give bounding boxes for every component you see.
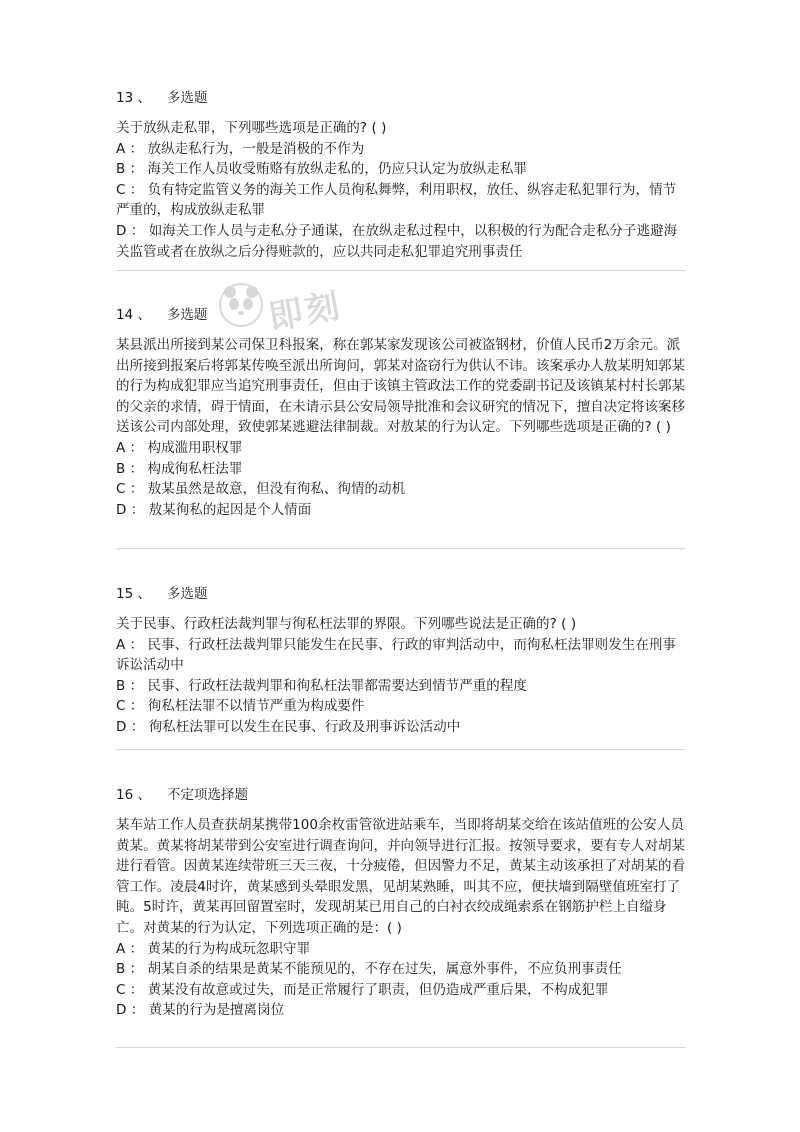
option-key: D ：: [116, 501, 145, 518]
option-text: 黄某没有故意或过失，而是正常履行了职责，但仍造成严重后果，不构成犯罪: [147, 981, 609, 998]
option-text: 如海关工作人员与走私分子通谋，在放纵走私过程中，以积极的行为配合走私分子逃避海关监管或者在放纵之后分得赃款的，应以共同走私犯罪追究刑事责任: [116, 222, 678, 260]
option-key: C ：: [116, 481, 144, 498]
option-b[interactable]: [116, 676, 686, 697]
option-b[interactable]: [116, 159, 686, 180]
option-key: D ：: [116, 222, 145, 239]
option-text: 黄某的行为是擅离岗位: [148, 1002, 285, 1019]
section-divider: [116, 1047, 685, 1048]
option-key: D ：: [116, 1002, 145, 1019]
option-text: 敖某徇私的起因是个人情面: [148, 501, 312, 518]
question-number: 13 、: [116, 90, 151, 106]
section-divider: [116, 548, 685, 549]
option-key: B ：: [116, 460, 144, 477]
option-b[interactable]: [116, 459, 686, 480]
question-14: [116, 305, 686, 520]
question-type: 多选题: [166, 90, 208, 106]
question-13: [116, 88, 686, 262]
option-text: 徇私枉法罪可以发生在民事、行政及刑事诉讼活动中: [148, 718, 461, 735]
option-key: B ：: [116, 161, 144, 178]
option-text: 徇私枉法罪不以情节严重为构成要件: [147, 698, 365, 715]
option-key: C ：: [116, 981, 144, 998]
section-divider: [116, 749, 685, 750]
question-header: [116, 305, 686, 325]
question-number: 15 、: [116, 586, 151, 602]
question-stem: 关于民事、行政枉法裁判罪与徇私枉法罪的界限。下列哪些说法是正确的? ( ): [116, 616, 577, 632]
option-d[interactable]: [116, 1000, 686, 1021]
option-a[interactable]: [116, 939, 686, 960]
question-number: 16 、: [116, 787, 151, 803]
option-c[interactable]: [116, 180, 686, 221]
question-number: 14 、: [116, 307, 151, 323]
question-type: 多选题: [166, 307, 208, 323]
option-key: B ：: [116, 961, 144, 978]
question-header: [116, 584, 686, 604]
option-text: 民事、行政枉法裁判罪和徇私枉法罪都需要达到情节严重的程度: [147, 677, 527, 694]
option-a[interactable]: [116, 635, 686, 676]
option-c[interactable]: [116, 696, 686, 717]
option-text: 胡某自杀的结果是黄某不能预见的，不存在过失，属意外事件，不应负刑事责任: [147, 961, 622, 978]
option-text: 放纵走私行为，一般是消极的不作为: [147, 140, 365, 157]
option-d[interactable]: [116, 500, 686, 521]
option-text: 构成徇私枉法罪: [147, 460, 243, 477]
question-stem: 某县派出所接到某公司保卫科报案，称在郭某家发现该公司被盗钢材，价值人民币2万余元。派出所接到报案后将郭某传唤至派出所询问，郭某对盗窃行为供认不讳。该案承办人敖某明知郭某的行为构成犯罪应当追究刑事责任，但由于该镇主管政法工作的党委副书记及该镇某村村长郭某的父亲的求情，碍于情面，在未请示县公安局领导批准和会议研究的情况下，擅自决定将该案移送该公司内部处理，致使郭某逃避法律制裁。对敖某的行为认定。下列哪些选项是正确的? ( ): [116, 337, 686, 436]
question-header: [116, 785, 686, 805]
option-text: 黄某的行为构成玩忽职守罪: [147, 940, 311, 957]
option-d[interactable]: [116, 221, 686, 262]
option-b[interactable]: [116, 959, 686, 980]
question-15: [116, 584, 686, 738]
option-d[interactable]: [116, 717, 686, 738]
option-c[interactable]: [116, 479, 686, 500]
option-key: A ：: [116, 439, 144, 456]
option-c[interactable]: [116, 980, 686, 1001]
question-type: 多选题: [166, 586, 208, 602]
question-stem: 某车站工作人员查获胡某携带100余枚雷管欲进站乘车，当即将胡某交给在该站值班的公安人员黄某。黄某将胡某带到公安室进行调查询问，并向领导进行汇报。按领导要求，要有专人对胡某进行看管。因黄某连续带班三天三夜，十分疲倦，但因警力不足，黄某主动该承担了对胡某的看管工作。凌晨4时许，黄某感到头晕眼发黑，见胡某熟睡，叫其不应，便扶墙到隔壁值班室打了盹。5时许，黄某再回留置室时，发现胡某已用自己的白衬衣绞成绳索系在钢筋护栏上自缢身亡。对黄某的行为认定，下列选项正确的是：( ): [116, 817, 686, 936]
option-key: C ：: [116, 181, 144, 198]
option-text: 民事、行政枉法裁判罪只能发生在民事、行政的审判活动中，而徇私枉法罪则发生在刑事诉讼活动中: [116, 636, 676, 674]
option-text: 负有特定监管义务的海关工作人员徇私舞弊，利用职权，放任、纵容走私犯罪行为，情节严重的，构成放纵走私罪: [116, 181, 677, 219]
option-a[interactable]: [116, 438, 686, 459]
option-text: 海关工作人员收受贿赂有放纵走私的，仍应只认定为放纵走私罪: [147, 161, 527, 178]
option-key: B ：: [116, 677, 144, 694]
option-text: 敖某虽然是故意，但没有徇私、徇情的动机: [147, 481, 406, 498]
option-key: A ：: [116, 636, 144, 653]
option-a[interactable]: [116, 139, 686, 160]
question-stem: 关于放纵走私罪，下列哪些选项是正确的? ( ): [116, 120, 387, 136]
question-header: [116, 88, 686, 108]
option-key: C ：: [116, 698, 144, 715]
question-type: 不定项选择题: [166, 787, 248, 803]
option-key: D ：: [116, 718, 145, 735]
option-key: A ：: [116, 140, 144, 157]
option-key: A ：: [116, 940, 144, 957]
question-16: [116, 785, 686, 1021]
watermark-text: 即刻: [265, 285, 346, 339]
option-text: 构成滥用职权罪: [147, 439, 243, 456]
section-divider: [116, 270, 685, 271]
